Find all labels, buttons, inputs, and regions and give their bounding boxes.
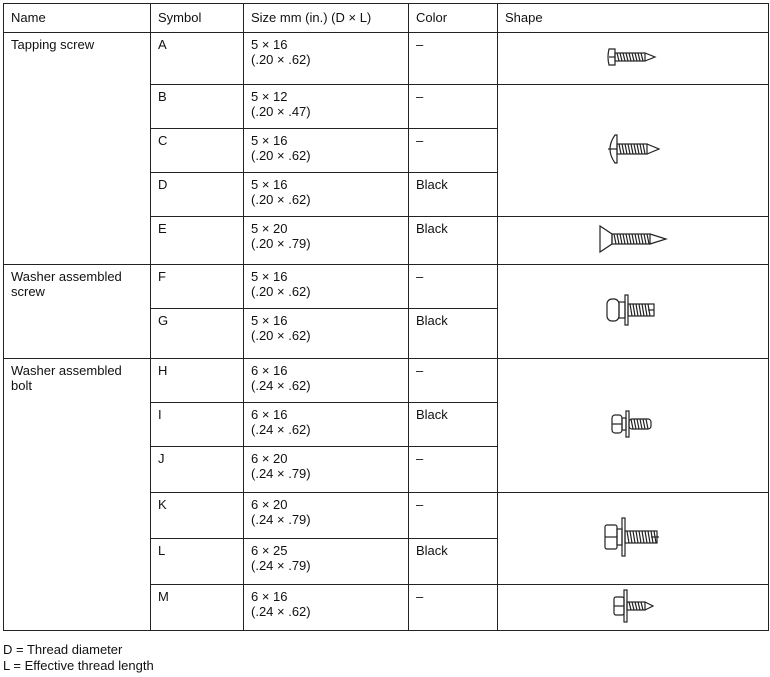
size-mm: 6 × 16 [251, 589, 288, 604]
symbol-cell: D [151, 173, 244, 217]
shape-cell [498, 217, 769, 265]
symbol-cell: M [151, 585, 244, 631]
symbol-cell: L [151, 539, 244, 585]
size-mm: 5 × 16 [251, 133, 288, 148]
symbol-cell: H [151, 359, 244, 403]
shape-cell [498, 493, 769, 585]
size-cell [244, 173, 409, 217]
size-mm: 6 × 16 [251, 363, 288, 378]
symbol-cell: F [151, 265, 244, 309]
color-cell: Black [409, 173, 498, 217]
size-mm: 5 × 16 [251, 313, 288, 328]
pan-head-tapping-screw-icon [605, 60, 661, 75]
header-size: Size mm (in.) (D × L) [244, 4, 409, 33]
size-mm: 6 × 20 [251, 497, 288, 512]
size-mm: 6 × 16 [251, 407, 288, 422]
truss-head-tapping-screw-icon [603, 155, 663, 170]
color-cell: – [409, 585, 498, 631]
size-in: (.24 × .79) [251, 512, 311, 527]
name-cell: Washer assembled screw [4, 265, 151, 359]
size-mm: 5 × 16 [251, 37, 288, 52]
color-cell: – [409, 493, 498, 539]
table-row [4, 33, 769, 85]
size-in: (.24 × .62) [251, 604, 311, 619]
symbol-cell: A [151, 33, 244, 85]
hex-washer-bolt-icon [608, 428, 658, 443]
size-in: (.24 × .62) [251, 422, 311, 437]
size-in: (.20 × .62) [251, 148, 311, 163]
size-cell [244, 539, 409, 585]
size-in: (.24 × .79) [251, 466, 311, 481]
shape-cell [498, 33, 769, 85]
symbol-cell: E [151, 217, 244, 265]
size-in: (.20 × .62) [251, 328, 311, 343]
symbol-cell: G [151, 309, 244, 359]
size-cell [244, 129, 409, 173]
size-cell [244, 309, 409, 359]
size-in: (.20 × .47) [251, 104, 311, 119]
footnote-d: D = Thread diameter [3, 642, 123, 657]
flat-head-tapping-screw-icon [596, 243, 670, 258]
size-mm: 5 × 12 [251, 89, 288, 104]
size-cell [244, 217, 409, 265]
footnote-l: L = Effective thread length [3, 658, 154, 673]
shape-cell [498, 85, 769, 217]
hex-washer-bolt-long-icon [601, 547, 665, 562]
color-cell: Black [409, 217, 498, 265]
size-cell [244, 359, 409, 403]
name-cell: Washer assembled bolt [4, 359, 151, 631]
header-row [4, 4, 769, 33]
color-cell: – [409, 33, 498, 85]
symbol-cell: C [151, 129, 244, 173]
header-symbol: Symbol [151, 4, 244, 33]
color-cell: Black [409, 403, 498, 447]
size-cell [244, 585, 409, 631]
symbol-cell: B [151, 85, 244, 129]
size-cell [244, 265, 409, 309]
symbol-cell: K [151, 493, 244, 539]
color-cell: – [409, 265, 498, 309]
shape-cell [498, 265, 769, 359]
size-mm: 5 × 16 [251, 269, 288, 284]
header-shape: Shape [498, 4, 769, 33]
symbol-cell: J [151, 447, 244, 493]
symbol-cell: I [151, 403, 244, 447]
shape-cell [498, 359, 769, 493]
size-cell [244, 447, 409, 493]
size-in: (.20 × .62) [251, 284, 311, 299]
size-mm: 5 × 16 [251, 177, 288, 192]
size-cell [244, 493, 409, 539]
color-cell: Black [409, 309, 498, 359]
color-cell: Black [409, 539, 498, 585]
hex-washer-tapping-screw-icon [610, 612, 656, 627]
header-color: Color [409, 4, 498, 33]
size-in: (.20 × .79) [251, 236, 311, 251]
size-cell [244, 85, 409, 129]
size-mm: 6 × 20 [251, 451, 288, 466]
size-cell [244, 403, 409, 447]
size-in: (.20 × .62) [251, 192, 311, 207]
washer-screw-icon [603, 317, 663, 332]
table-row [4, 265, 769, 309]
color-cell: – [409, 129, 498, 173]
name-cell: Tapping screw [4, 33, 151, 265]
header-name: Name [4, 4, 151, 33]
fastener-table [3, 3, 769, 631]
color-cell: – [409, 359, 498, 403]
size-mm: 6 × 25 [251, 543, 288, 558]
size-in: (.20 × .62) [251, 52, 311, 67]
size-in: (.24 × .62) [251, 378, 311, 393]
table-row [4, 359, 769, 403]
color-cell: – [409, 447, 498, 493]
shape-cell [498, 585, 769, 631]
size-cell [244, 33, 409, 85]
color-cell: – [409, 85, 498, 129]
size-in: (.24 × .79) [251, 558, 311, 573]
footnotes [3, 642, 154, 674]
size-mm: 5 × 20 [251, 221, 288, 236]
